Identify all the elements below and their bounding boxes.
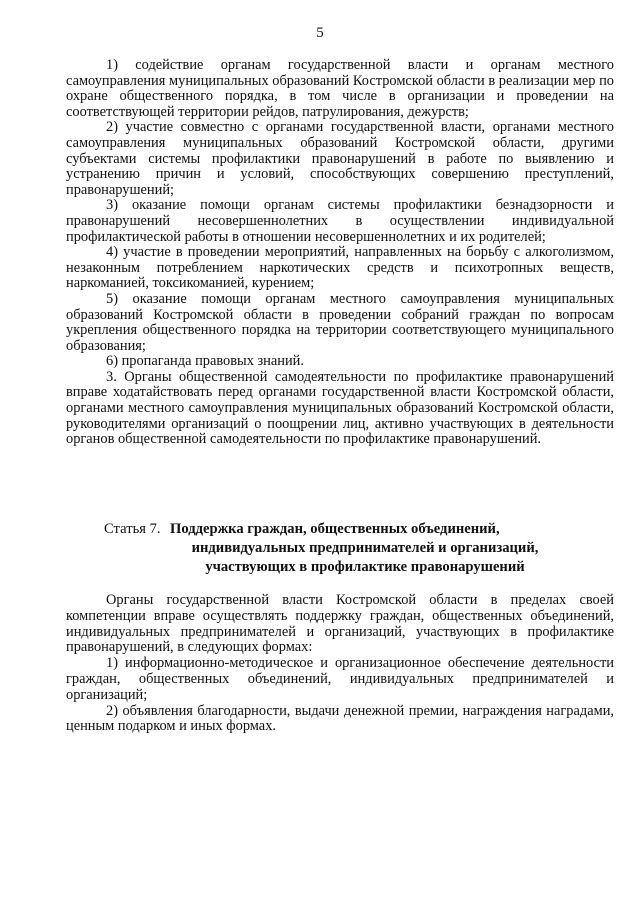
page-number: 5 — [316, 25, 324, 41]
list-item: 4) участие в проведении мероприятий, направленных на борьбу с алкоголизмом, незаконным потреблением наркотических средств и психотропных веществ, наркоманией, токсикоманией, курением; — [66, 244, 614, 292]
list-item: 6) пропаганда правовых знаний. — [106, 353, 304, 370]
article-6-continuation — [66, 58, 614, 448]
article-7-body — [66, 593, 614, 735]
list-item: 5) оказание помощи органам местного самоуправления муниципальных образований Костромской области в проведении собраний граждан по вопросам укрепления общественного порядка на территории соответствующего муниципального образования; — [66, 290, 614, 354]
article-title-line: участвующих в профилактике правонарушений — [205, 559, 525, 575]
article-title — [170, 520, 560, 577]
article-title-line: Поддержка граждан, общественных объединений, — [170, 521, 500, 537]
list-item: 1) информационно-методическое и организационное обеспечение деятельности граждан, общественных объединений, индивидуальных предпринимателей и организаций; — [66, 655, 614, 703]
list-item: 2) участие совместно с органами государственной власти, органами местного самоуправления муниципальных образований Костромской области, другими субъектами системы профилактики правонарушений в работе по выявлению и устранению причин и условий, способствующих совершению преступлений, правонарушений; — [66, 119, 614, 198]
list-item: 3) оказание помощи органам системы профилактики безнадзорности и правонарушений несовершеннолетних в осуществлении индивидуальной профилактической работы в отношении несовершеннолетних и их родителей; — [66, 197, 614, 245]
article-title-line: индивидуальных предпринимателей и организаций, — [191, 540, 539, 556]
list-item: 1) содействие органам государственной власти и органам местного самоуправления муниципальных образований Костромской области в реализации мер по охране общественного порядка, в том числе в организации и проведении на соответствующей территории рейдов, патрулирования, дежурств; — [66, 57, 614, 120]
article-label: Статья 7. — [104, 521, 161, 537]
paragraph: 3. Органы общественной самодеятельности по профилактике правонарушений вправе ходатайствовать перед органами государственной власти Костромской области, органами местного самоуправления муниципальных образований Костромской области, руководителями организаций о поощрении лиц, активно участвующих в деятельности органов общественной самодеятельности по профилактике правонарушений. — [66, 368, 614, 448]
paragraph: Органы государственной власти Костромской области в пределах своей компетенции вправе осуществлять поддержку граждан, общественных объединений, индивидуальных предпринимателей и организаций, участвующих в профилактике правонарушений, в следующих формах: — [66, 592, 614, 656]
list-item: 2) объявления благодарности, выдачи денежной премии, награждения наградами, ценным подарком и иных формах. — [66, 702, 614, 735]
